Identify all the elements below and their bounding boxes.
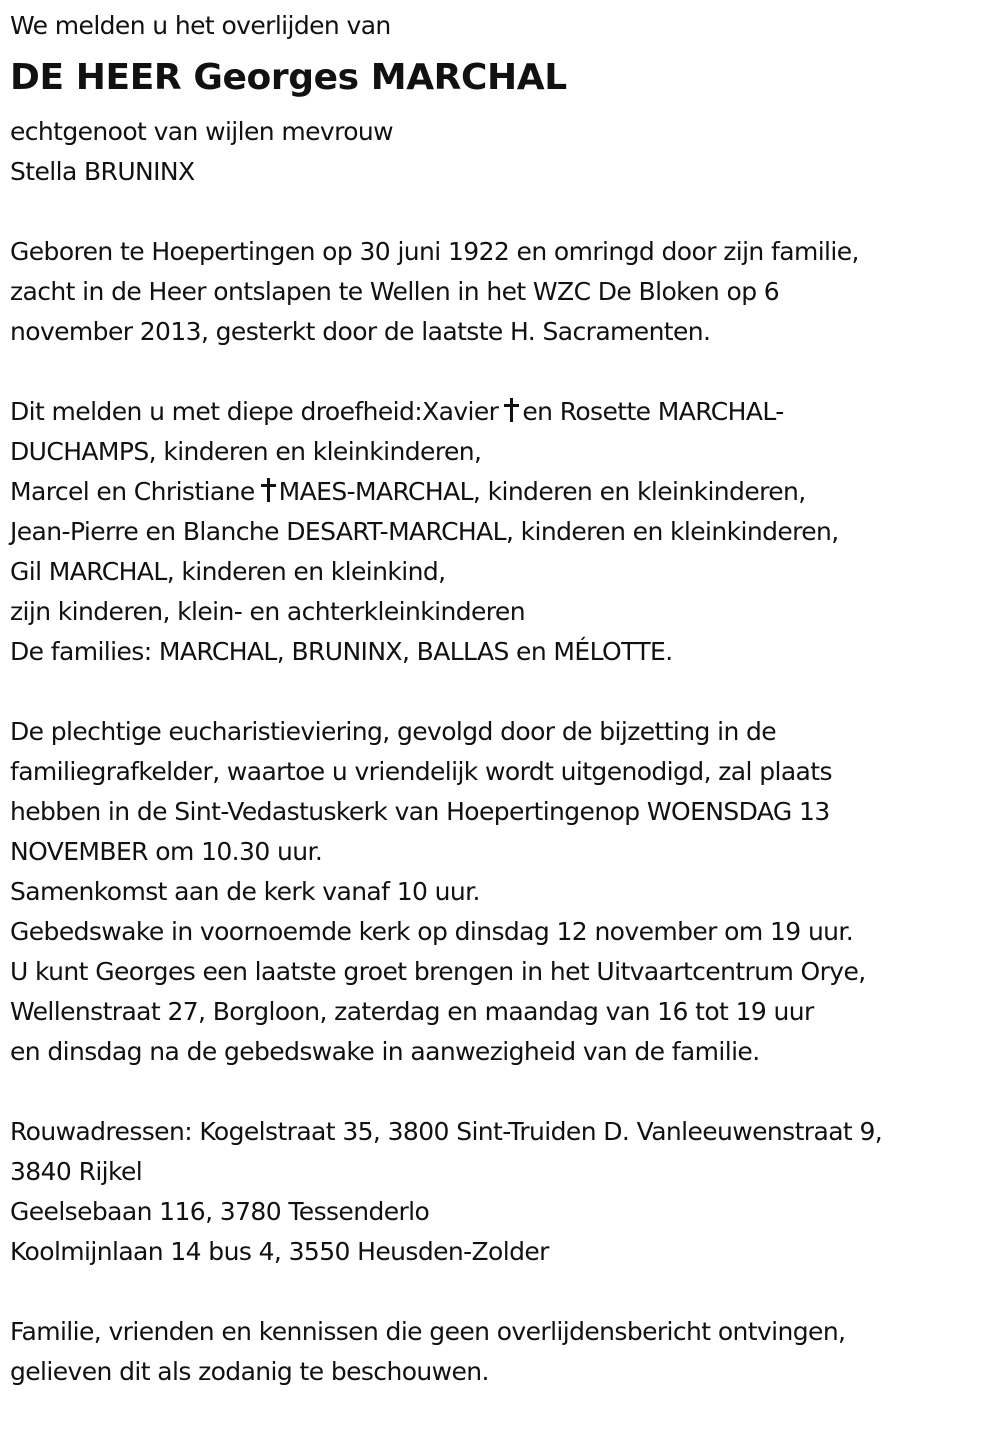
- addresses-paragraph: [10, 1112, 995, 1272]
- spacer: [10, 192, 995, 232]
- mourners-line: Jean-Pierre en Blanche DESART-MARCHAL, kinderen en kleinkinderen,: [10, 517, 839, 546]
- address-line: Geelsebaan 116, 3780 Tessenderlo: [10, 1197, 430, 1226]
- cross-icon: [261, 478, 275, 502]
- birth-line: Geboren te Hoepertingen op 30 juni 1922 en omringd door zijn familie,: [10, 237, 859, 266]
- intro-text: We melden u het overlijden van: [10, 11, 391, 40]
- closing-line: Familie, vrienden en kennissen die geen overlijdensbericht ontvingen,: [10, 1317, 846, 1346]
- mourners-text: Marcel en Christiane: [10, 477, 255, 506]
- spacer: [10, 672, 995, 712]
- mourners-line: [10, 472, 995, 512]
- mourners-text: MAES-MARCHAL, kinderen en kleinkinderen,: [278, 477, 806, 506]
- ceremony-line: U kunt Georges een laatste groet brengen in het Uitvaartcentrum Orye,: [10, 957, 866, 986]
- ceremony-line: en dinsdag na de gebedswake in aanwezigheid van de familie.: [10, 1037, 760, 1066]
- birth-line: november 2013, gesterkt door de laatste H. Sacramenten.: [10, 317, 711, 346]
- mourners-line: [10, 392, 995, 432]
- deceased-name: DE HEER Georges MARCHAL: [10, 57, 567, 98]
- ceremony-line: De plechtige eucharistieviering, gevolgd door de bijzetting in de: [10, 717, 777, 746]
- birth-paragraph: [10, 232, 995, 352]
- spouse-line-1: echtgenoot van wijlen mevrouw: [10, 117, 394, 146]
- death-notice: [10, 6, 995, 1392]
- ceremony-line: Samenkomst aan de kerk vanaf 10 uur.: [10, 877, 480, 906]
- ceremony-line: Wellenstraat 27, Borgloon, zaterdag en maandag van 16 tot 19 uur: [10, 997, 814, 1026]
- mourners-text: Dit melden u met diepe droefheid:Xavier: [10, 397, 499, 426]
- ceremony-line: Gebedswake in voornoemde kerk op dinsdag 12 november om 19 uur.: [10, 917, 854, 946]
- ceremony-paragraph: [10, 712, 995, 1072]
- cross-icon: [504, 398, 518, 422]
- closing-paragraph: [10, 1312, 995, 1392]
- families-line: De families: MARCHAL, BRUNINX, BALLAS en MÉLOTTE.: [10, 637, 673, 666]
- ceremony-line: NOVEMBER om 10.30 uur.: [10, 837, 323, 866]
- address-line: 3840 Rijkel: [10, 1157, 143, 1186]
- spacer: [10, 1072, 995, 1112]
- mourners-line: Gil MARCHAL, kinderen en kleinkind,: [10, 557, 446, 586]
- mourners-paragraph: [10, 392, 995, 672]
- address-line: Koolmijnlaan 14 bus 4, 3550 Heusden-Zolder: [10, 1237, 549, 1266]
- mourners-line: DUCHAMPS, kinderen en kleinkinderen,: [10, 437, 482, 466]
- spacer: [10, 1272, 995, 1312]
- spacer: [10, 352, 995, 392]
- closing-line: gelieven dit als zodanig te beschouwen.: [10, 1357, 489, 1386]
- ceremony-line: familiegrafkelder, waartoe u vriendelijk wordt uitgenodigd, zal plaats: [10, 757, 832, 786]
- spouse-line-2: Stella BRUNINX: [10, 157, 195, 186]
- mourners-line: zijn kinderen, klein- en achterkleinkinderen: [10, 597, 525, 626]
- ceremony-line: hebben in de Sint-Vedastuskerk van Hoepertingenop WOENSDAG 13: [10, 797, 830, 826]
- birth-line: zacht in de Heer ontslapen te Wellen in het WZC De Bloken op 6: [10, 277, 780, 306]
- address-line: Rouwadressen: Kogelstraat 35, 3800 Sint-Truiden D. Vanleeuwenstraat 9,: [10, 1117, 883, 1146]
- mourners-text: en Rosette MARCHAL-: [522, 397, 784, 426]
